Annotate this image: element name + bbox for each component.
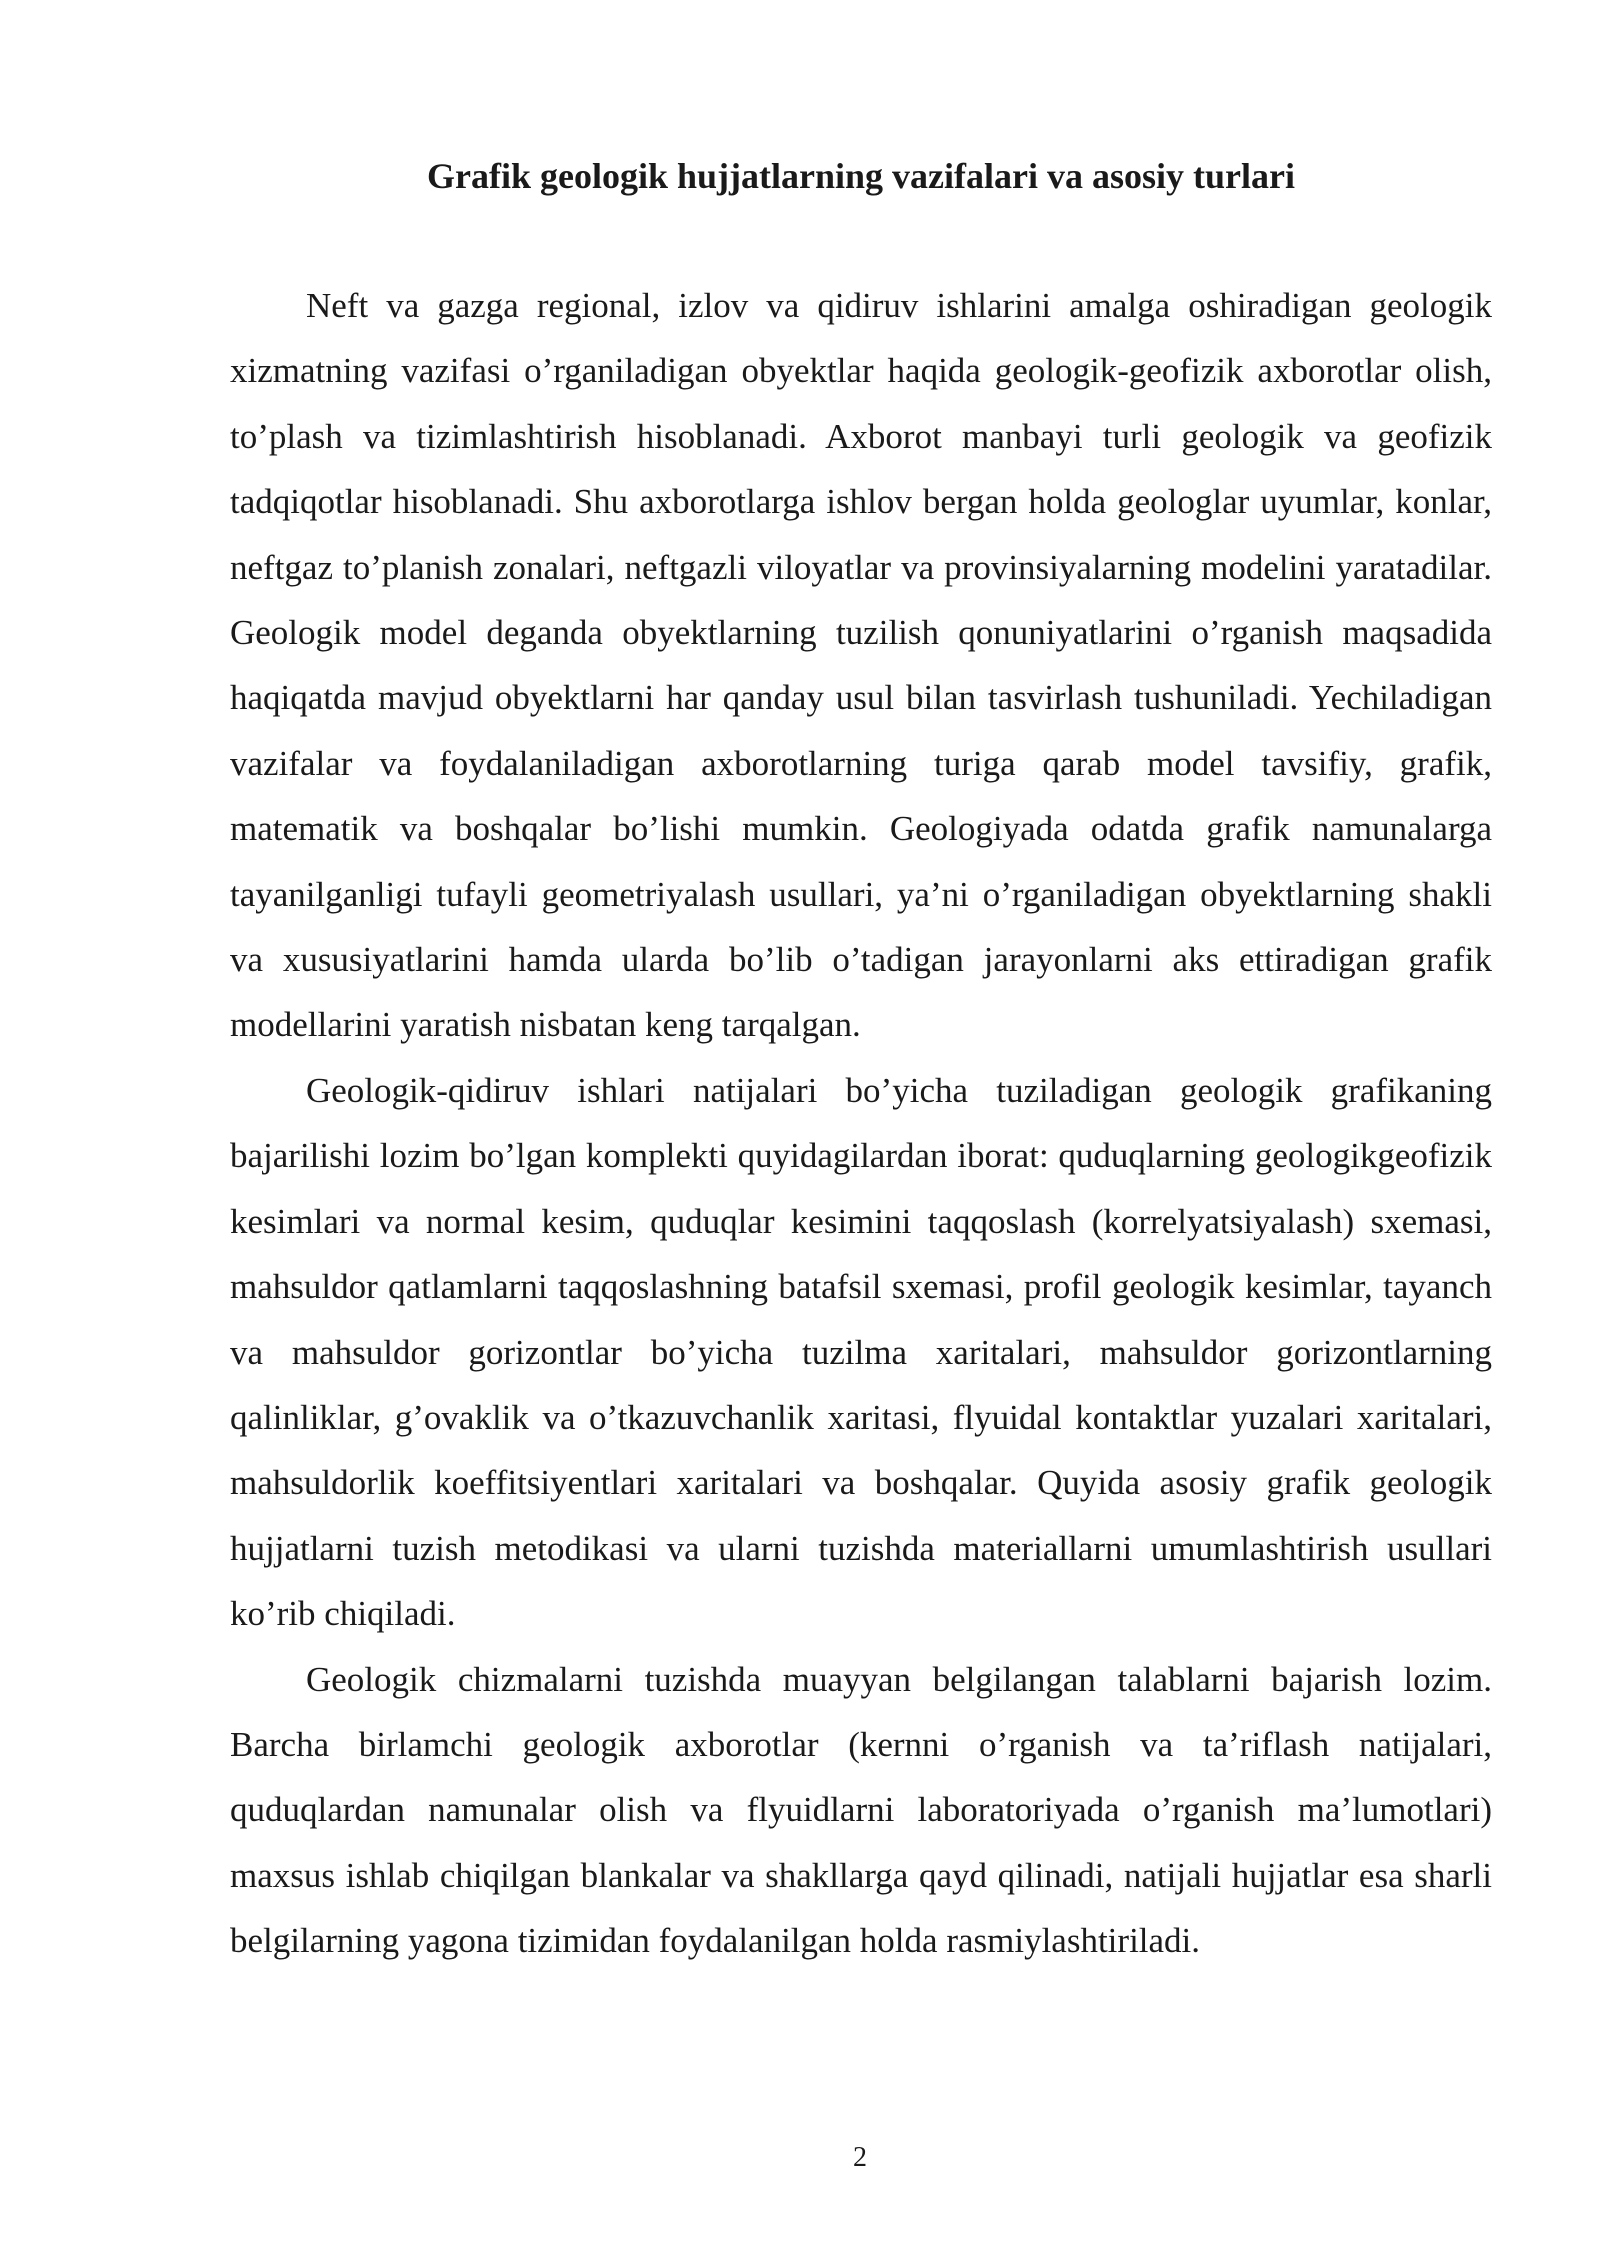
document-title: Grafik geologik hujjatlarning vazifalari va asosiy turlari — [427, 156, 1295, 196]
body-text — [230, 273, 1492, 1974]
paragraph-2: Geologik-qidiruv ishlari natijalari bo’yicha tuziladigan geologik grafikaning bajarilishi lozim bo’lgan komplekti quyidagilardan iborat: quduqlarning geologikgeofizik kesimlari va normal kesim, quduqlar kesimini taqqoslash (korrelyatsiyalash) sxemasi, mahsuldor qatlamlarni taqqoslashning batafsil sxemasi, profil geologik kesimlar, tayanch va mahsuldor gorizontlar bo’yicha tuzilma xaritalari, mahsuldor gorizontlarning qalinliklar, g’ovaklik va o’tkazuvchanlik xaritasi, flyuidal kontaktlar yuzalari xaritalari, mahsuldorlik koeffitsiyentlari xaritalari va boshqalar. Quyida asosiy grafik geologik hujjatlarni tuzish metodikasi va ularni tuzishda materiallarni umumlashtirish usullari ko’rib chiqiladi. — [230, 1070, 1492, 1634]
page-number: 2 — [853, 2142, 867, 2173]
paragraph-1: Neft va gazga regional, izlov va qidiruv ishlarini amalga oshiradigan geologik xizmatning vazifasi o’rganiladigan obyektlar haqida geologik-geofizik axborotlar olish, to’plash va tizimlashtirish hisoblanadi. Axborot manbayi turli geologik va geofizik tadqiqotlar hisoblanadi. Shu axborotlarga ishlov bergan holda geologlar uyumlar, konlar, neftgaz to’planish zonalari, neftgazli viloyatlar va provinsiyalarning modelini yaratadilar. Geologik model deganda obyektlarning tuzilish qonuniyatlarini o’rganish maqsadida haqiqatda mavjud obyektlarni har qanday usul bilan tasvirlash tushuniladi. Yechiladigan vazifalar va foydalaniladigan axborotlarning turiga qarab model tavsifiy, grafik, matematik va boshqalar bo’lishi mumkin. Geologiyada odatda grafik namunalarga tayanilganligi tufayli geometriyalash usullari, ya’ni o’rganiladigan obyektlarning shakli va xususiyatlarini hamda ularda bo’lib o’tadigan jarayonlarni aks ettiradigan grafik modellarini yaratish nisbatan keng tarqalgan. — [230, 286, 1492, 1045]
paragraph-3: Geologik chizmalarni tuzishda muayyan belgilangan talablarni bajarish lozim. Barcha birlamchi geologik axborotlar (kernni o’rganish va ta’riflash natijalari, quduqlardan namunalar olish va flyuidlarni laboratoriyada o’rganish ma’lumotlari) maxsus ishlab chiqilgan blankalar va shakllarga qayd qilinadi, natijali hujjatlar esa sharli belgilarning yagona tizimidan foydalanilgan holda rasmiylashtiriladi. — [230, 1659, 1492, 1961]
